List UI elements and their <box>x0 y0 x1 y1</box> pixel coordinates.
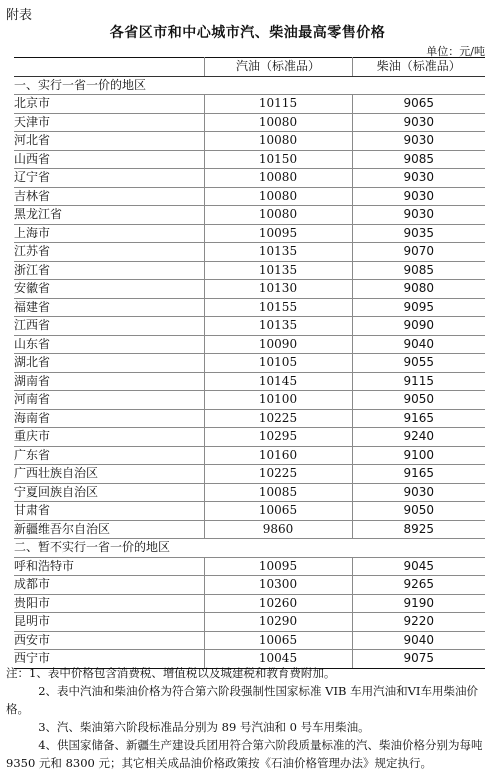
gasoline-price-cell: 10095 <box>204 224 352 243</box>
diesel-price-cell: 9055 <box>352 354 485 373</box>
diesel-price-cell: 9190 <box>352 594 485 613</box>
gasoline-price-cell: 10105 <box>204 354 352 373</box>
table-row <box>14 428 485 447</box>
diesel-price-cell: 9085 <box>352 261 485 280</box>
table-row <box>14 631 485 650</box>
diesel-price-cell: 9220 <box>352 613 485 632</box>
diesel-price-cell: 9030 <box>352 169 485 188</box>
gasoline-price-cell: 10090 <box>204 335 352 354</box>
unit-label: 单位：元/吨 <box>426 45 485 58</box>
diesel-price-cell: 9065 <box>352 95 485 114</box>
gasoline-price-cell: 10080 <box>204 113 352 132</box>
region-cell: 北京市 <box>14 95 204 114</box>
table-row <box>14 502 485 521</box>
table-row <box>14 243 485 262</box>
table-row <box>14 150 485 169</box>
region-cell: 海南省 <box>14 409 204 428</box>
gasoline-price-cell: 10080 <box>204 187 352 206</box>
region-cell: 湖南省 <box>14 372 204 391</box>
document-title: 各省区市和中心城市汽、柴油最高零售价格 <box>109 25 386 41</box>
region-cell: 呼和浩特市 <box>14 557 204 576</box>
header-gasoline: 汽油（标准品） <box>204 58 352 77</box>
gasoline-price-cell: 10155 <box>204 298 352 317</box>
diesel-price-cell: 9030 <box>352 132 485 151</box>
table-row <box>14 298 485 317</box>
table-row <box>14 317 485 336</box>
diesel-price-cell: 9090 <box>352 317 485 336</box>
table-row <box>14 280 485 299</box>
region-cell: 福建省 <box>14 298 204 317</box>
note-1: 注：1、表中价格包含消费税、增值税以及城建税和教育费附加。 <box>6 666 336 680</box>
gasoline-price-cell: 10065 <box>204 502 352 521</box>
table-row <box>14 465 485 484</box>
price-table <box>14 57 485 669</box>
diesel-price-cell: 9165 <box>352 409 485 428</box>
gasoline-price-cell: 10085 <box>204 483 352 502</box>
region-cell: 贵阳市 <box>14 594 204 613</box>
table-row <box>14 391 485 410</box>
diesel-price-cell: 9100 <box>352 446 485 465</box>
diesel-price-cell: 9085 <box>352 150 485 169</box>
table-row <box>14 187 485 206</box>
region-cell: 成都市 <box>14 576 204 595</box>
diesel-price-cell: 9035 <box>352 224 485 243</box>
table-row <box>14 409 485 428</box>
region-cell: 河北省 <box>14 132 204 151</box>
region-cell: 新疆维吾尔自治区 <box>14 520 204 539</box>
table-row <box>14 132 485 151</box>
gasoline-price-cell: 10135 <box>204 243 352 262</box>
region-cell: 广西壮族自治区 <box>14 465 204 484</box>
diesel-price-cell: 9265 <box>352 576 485 595</box>
region-cell: 西宁市 <box>14 650 204 669</box>
region-cell: 山西省 <box>14 150 204 169</box>
diesel-price-cell: 9165 <box>352 465 485 484</box>
appendix-label: 附表 <box>6 8 33 23</box>
table-row <box>14 335 485 354</box>
diesel-price-cell: 9075 <box>352 650 485 669</box>
table-row <box>14 261 485 280</box>
gasoline-price-cell: 10065 <box>204 631 352 650</box>
gasoline-price-cell: 10290 <box>204 613 352 632</box>
table-row <box>14 557 485 576</box>
region-cell: 山东省 <box>14 335 204 354</box>
diesel-price-cell: 9240 <box>352 428 485 447</box>
section-header-row <box>14 76 485 95</box>
table-row <box>14 576 485 595</box>
table-row <box>14 520 485 539</box>
table-row <box>14 354 485 373</box>
region-cell: 甘肃省 <box>14 502 204 521</box>
diesel-price-cell: 9095 <box>352 298 485 317</box>
region-cell: 吉林省 <box>14 187 204 206</box>
diesel-price-cell: 9030 <box>352 113 485 132</box>
region-cell: 辽宁省 <box>14 169 204 188</box>
gasoline-price-cell: 10095 <box>204 557 352 576</box>
table-row <box>14 113 485 132</box>
region-cell: 天津市 <box>14 113 204 132</box>
region-cell: 广东省 <box>14 446 204 465</box>
table-row <box>14 483 485 502</box>
notes-section <box>6 664 488 772</box>
table-row <box>14 169 485 188</box>
diesel-price-cell: 9030 <box>352 187 485 206</box>
table-header-row <box>14 58 485 77</box>
region-cell: 安徽省 <box>14 280 204 299</box>
diesel-price-cell: 9040 <box>352 631 485 650</box>
diesel-price-cell: 9045 <box>352 557 485 576</box>
table-row <box>14 446 485 465</box>
table-row <box>14 613 485 632</box>
gasoline-price-cell: 10225 <box>204 409 352 428</box>
table-row <box>14 224 485 243</box>
gasoline-price-cell: 10150 <box>204 150 352 169</box>
region-cell: 湖北省 <box>14 354 204 373</box>
gasoline-price-cell: 10260 <box>204 594 352 613</box>
region-cell: 浙江省 <box>14 261 204 280</box>
region-cell: 江西省 <box>14 317 204 336</box>
region-cell: 宁夏回族自治区 <box>14 483 204 502</box>
gasoline-price-cell: 10130 <box>204 280 352 299</box>
region-cell: 重庆市 <box>14 428 204 447</box>
table-row <box>14 206 485 225</box>
region-cell: 西安市 <box>14 631 204 650</box>
table-row <box>14 95 485 114</box>
gasoline-price-cell: 10225 <box>204 465 352 484</box>
gasoline-price-cell: 10100 <box>204 391 352 410</box>
diesel-price-cell: 9050 <box>352 502 485 521</box>
region-cell: 上海市 <box>14 224 204 243</box>
gasoline-price-cell: 10080 <box>204 132 352 151</box>
gasoline-price-cell: 10080 <box>204 206 352 225</box>
gasoline-price-cell: 9860 <box>204 520 352 539</box>
region-cell: 昆明市 <box>14 613 204 632</box>
gasoline-price-cell: 10160 <box>204 446 352 465</box>
diesel-price-cell: 9030 <box>352 483 485 502</box>
note-3: 3、汽、柴油第六阶段标准品分别为 89 号汽油和 0 号车用柴油。 <box>38 720 370 734</box>
diesel-price-cell: 8925 <box>352 520 485 539</box>
diesel-price-cell: 9040 <box>352 335 485 354</box>
gasoline-price-cell: 10135 <box>204 261 352 280</box>
diesel-price-cell: 9080 <box>352 280 485 299</box>
note-4: 4、供国家储备、新疆生产建设兵团用符合第六阶段质量标准的汽、柴油价格分别为每吨 9350 元和 8300 元；其它相关成品油价格政策按《石油价格管理办法》规定执行。 <box>6 738 483 770</box>
gasoline-price-cell: 10300 <box>204 576 352 595</box>
diesel-price-cell: 9115 <box>352 372 485 391</box>
gasoline-price-cell: 10145 <box>204 372 352 391</box>
gasoline-price-cell: 10295 <box>204 428 352 447</box>
region-cell: 河南省 <box>14 391 204 410</box>
region-cell: 黑龙江省 <box>14 206 204 225</box>
gasoline-price-cell: 10135 <box>204 317 352 336</box>
diesel-price-cell: 9030 <box>352 206 485 225</box>
header-region <box>14 58 204 77</box>
diesel-price-cell: 9050 <box>352 391 485 410</box>
section-header-row <box>14 539 485 558</box>
section-label: 一、实行一省一价的地区 <box>14 76 485 95</box>
diesel-price-cell: 9070 <box>352 243 485 262</box>
table-row <box>14 594 485 613</box>
header-diesel: 柴油（标准品） <box>352 58 485 77</box>
gasoline-price-cell: 10080 <box>204 169 352 188</box>
region-cell: 江苏省 <box>14 243 204 262</box>
gasoline-price-cell: 10115 <box>204 95 352 114</box>
table-row <box>14 372 485 391</box>
note-2: 2、表中汽油和柴油价格为符合第六阶段强制性国家标准 VIB 车用汽油和VI车用柴油价格。 <box>6 684 478 716</box>
section-label: 二、暂不实行一省一价的地区 <box>14 539 485 558</box>
gasoline-price-cell: 10045 <box>204 650 352 669</box>
